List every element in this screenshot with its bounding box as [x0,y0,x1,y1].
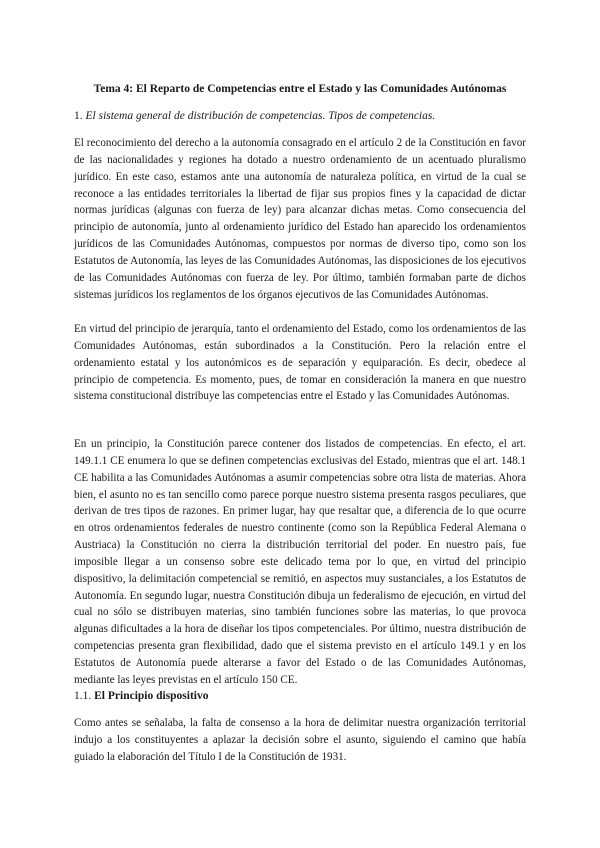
document-title: Tema 4: El Reparto de Competencias entre el Estado y las Comunidades Autónomas [93,83,507,95]
section-heading-1-1 [74,689,526,703]
subsection-title: El Principio dispositivo [94,690,209,702]
subsection-number: 1.1. [74,690,92,702]
section-heading-1 [74,109,526,123]
paragraph-4: Como antes se señalaba, la falta de consenso a la hora de delimitar nuestra organización territorial indujo a los constituyentes a aplazar la decisión sobre el asunto, siguiendo el camino que había guiado la elaboración del Título I de la Constitución de 1931. [74,717,526,763]
paragraph-3: En un principio, la Constitución parece contener dos listados de competencias. En efecto, el art. 149.1.1 CE enumera lo que se definen competencias exclusivas del Estado, mientras que el art. 148.1 CE habilita a las Comunidades Autónomas a asumir competencias sobre otra lista de materias. Ahora bien, el asunto no es tan sencillo como parece porque nuestro sistema presenta rasgos peculiares, que derivan de tres tipos de razones. En primer lugar, hay que resaltar que, a diferencia de lo que ocurre en otros ordenamientos federales de nuestro continente (como son la República Federal Alemana o Austriaca) la Constitución no cierra la distribución territorial del poder. En nuestro país, fue imposible llegar a un consenso sobre este delicado tema por lo que, en virtud del principio dispositivo, la delimitación competencial se remitió, en aspectos muy sustanciales, a los Estatutos de Autonomía. En segundo lugar, nuestra Constitución dibuja un federalismo de ejecución, en virtud del cual no sólo se distribuyen materias, sino también funciones sobre las materias, lo que provoca algunas dificultades a la hora de diseñar los tipos competenciales. Por último, nuestra distribución de competencias presenta gran flexibilidad, dado que el sistema previsto en el artículo 149.1 y en los Estatutos de Autonomía puede alterarse a favor del Estado o de las Comunidades Autónomas, mediante las leyes previstas en el artículo 150 CE. [74,438,526,686]
paragraph-2: En virtud del principio de jerarquía, tanto el ordenamiento del Estado, como los ordenamientos de las Comunidades Autónomas, están subordinados a la Constitución. Pero la relación entre el ordenamiento estatal y los autonómicos es de separación y equiparación. Es decir, obedece al principio de competencia. Es momento, pues, de tomar en consideración la manera en que nuestro sistema constitucional distribuye las competencias entre el Estado y las Comunidades Autónomas. [74,323,526,403]
paragraph-1: El reconocimiento del derecho a la autonomía consagrado en el artículo 2 de la Constitución en favor de las nacionalidades y regiones ha dotado a nuestro ordenamiento de un acentuado pluralismo jurídico. En este caso, estamos ante una autonomía de naturaleza política, en virtud de la cual se reconoce a las entidades territoriales la libertad de fijar sus propios fines y la capacidad de dictar normas jurídicas (algunas con fuerza de ley) para alcanzar dichas metas. Como consecuencia del principio de autonomía, junto al ordenamiento jurídico del Estado han aparecido los ordenamientos jurídicos de las Comunidades Autónomas, compuestos por normas de diverso tipo, como son los Estatutos de Autonomía, las leyes de las Comunidades Autónomas, las disposiciones de los ejecutivos de las Comunidades Autónomas con fuerza de ley. Por último, también formaban parte de dichos sistemas jurídicos los reglamentos de los órganos ejecutivos de las Comunidades Autónomas. [74,137,527,301]
section-title: El sistema general de distribución de competencias. Tipos de competencias. [85,110,436,122]
section-number: 1. [74,110,83,122]
